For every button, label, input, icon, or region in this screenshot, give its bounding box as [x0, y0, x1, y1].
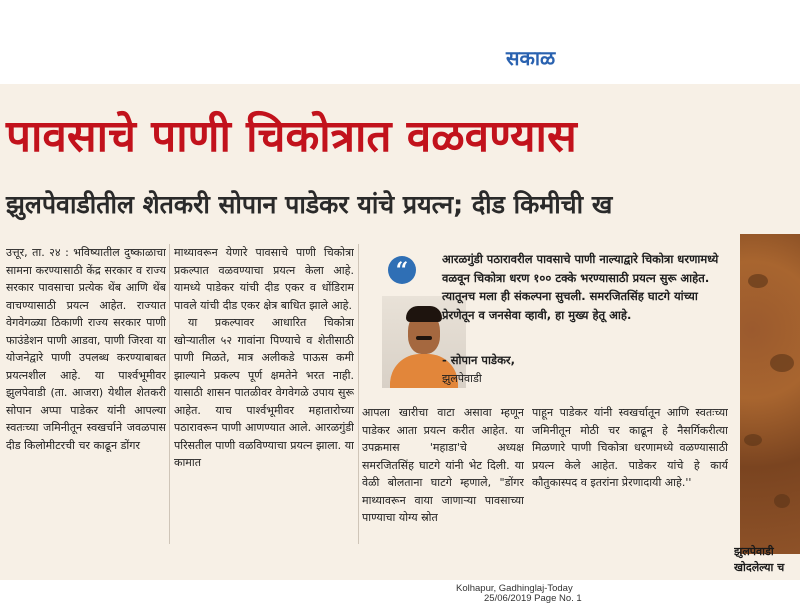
footer-date-page: 25/06/2019 Page No. 1: [484, 593, 582, 604]
column-2-para-1: माथ्यावरून येणारे पावसाचे पाणी चिकोत्रा प्रकल्पात वळवण्याचा प्रयत्न केला आहे. यामध्ये पाडेकर यांची दीड एकर व धोंडिराम पावले यांची दीड एकर क्षेत्र बाधित झाले आहे.: [174, 246, 354, 312]
headline: पावसाचे पाणी चिकोत्रात वळवण्यास: [6, 111, 577, 162]
column-2-para-2: या प्रकल्पावर आधारित चिकोत्रा खोऱ्यातील ५२ गावांना पिण्याचे व शेतीसाठी पाणी मिळते, मात्र अलीकडे पाऊस कमी झाल्याने प्रकल्प पूर्ण क्षमतेने भरत नाही. यासाठी शासन पातळीवर वेगवेगळे उपाय सुरू आहेत. याच पार्श्वभूमीवर महातारोच्या पठारावरून पाणी आणण्यात आले. आरळगुंडी परिसतील पाणी वळविण्याचा प्रयत्न झाला. या कामात: [174, 316, 354, 469]
photo-caption: झुलपेवाडी खोदलेल्या च: [734, 545, 785, 574]
quote-text: आरळगुंडी पठारावरील पावसाचे पाणी नाल्याद्वारे चिकोत्रा धरणामध्ये वळवून चिकोत्रा धरण १०० टक्के भरण्यासाठी प्रयत्न सुरू आहेत. त्यातूनच मला ही संकल्पना सुचली. समरजितसिंह घाटगे यांच्या प्रेरणेतून व जनसेवा व्हावी, हा मुख्य हेतू आहे.: [442, 252, 719, 322]
ditch-photo: [740, 234, 800, 554]
column-3-text: आपला खारीचा वाटा असावा म्हणून पाडेकर आता प्रयत्न करीत आहेत. या उपक्रमास 'महाडा'चे अध्यक्ष समरजितसिंह घाटगे यांनी भेट दिली. या वेळी बोलताना घाटगे म्हणाले, "डोंगर माथ्यावरून वाया जाणाऱ्या पावसाच्या पाण्याचा योग्य स्रोत: [362, 406, 524, 524]
news-clipping: [0, 84, 800, 580]
quote-icon: “: [388, 256, 416, 284]
newspaper-logo: सकाळ: [506, 46, 556, 70]
footer: [0, 580, 800, 600]
footer-edition: Kolhapur, Gadhinglaj-Today: [456, 583, 573, 594]
subheadline: झुलपेवाडीतील शेतकरी सोपान पाडेकर यांचे प्रयत्न; दीड किमीची ख: [6, 190, 613, 219]
quote-author: - सोपान पाडेकर,: [442, 353, 515, 367]
article-column-2: [174, 244, 354, 544]
column-4-text: पाहून पाडेकर यांनी स्वखर्चातून आणि स्वतःच्या जमिनीतून मोठी चर काढून हे नैसर्गिकरीत्या मिळणारे पाणी चिकोत्रा धरणामध्ये वळण्यासाठी प्रयत्न केले आहेत. पाडेकर यांचे हे कार्य कौतुकास्पद व इतरांना प्रेरणादायी आहे.'': [532, 406, 728, 489]
article-column-3: [362, 404, 524, 544]
column-divider: [358, 244, 359, 544]
masthead: [0, 0, 800, 84]
quote-place: झुलपेवाडी: [442, 372, 482, 385]
column-divider: [169, 244, 170, 544]
article-column-1: [6, 244, 166, 544]
column-1-text: उत्तूर, ता. २४ : भविष्यातील दुष्काळाचा सामना करण्यासाठी केंद्र सरकार व राज्य सरकार पावसाचा प्रत्येक थेंब आणि थेंब वाचण्यासाठी प्रयत्न आहेत. राज्यात वेगवेगळ्या ठिकाणी राज्य सरकार पाणी फाउंडेशन पाणी आडवा, पाणी जिरवा या योजनेद्वारे पाणी उपलब्ध करण्याबाबत प्रयत्नशील आहे. या पार्श्वभूमीवर झुलपेवाडी (ता. आजरा) येथील शेतकरी सोपान अप्पा पाडेकर यांनी आपल्या स्वतःच्या जमिनीतून स्वखर्चाने जवळपास दीड किलोमीटरची चर काढून डोंगर: [6, 246, 166, 452]
article-column-4: [532, 404, 728, 544]
